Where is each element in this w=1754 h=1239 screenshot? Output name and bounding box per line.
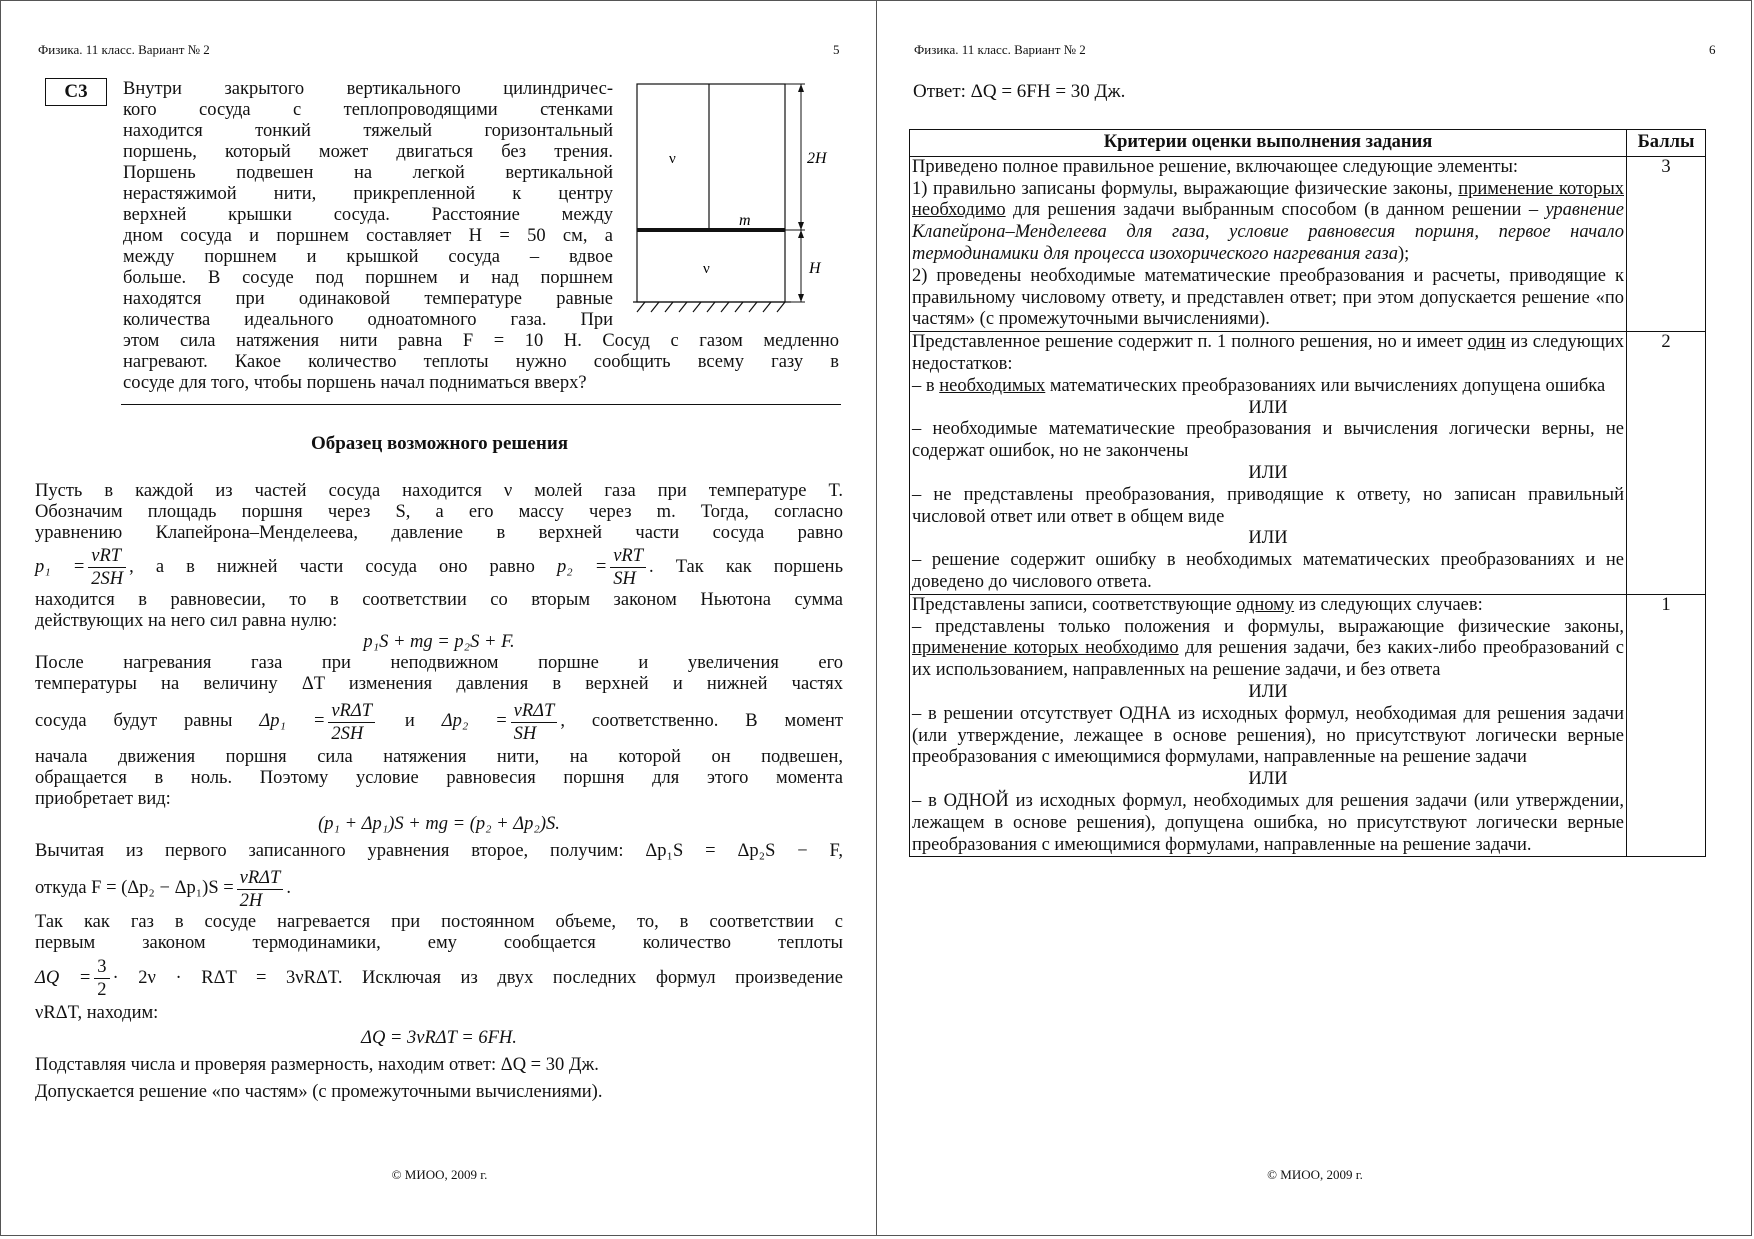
- problem-line: кого сосуда с теплопроводящими стенками: [123, 100, 613, 120]
- criteria-table: [909, 129, 1706, 857]
- solution-line-formula: p₁ = $\frac{\text{νRT}}{2SH}$ , а в нижней части сосуда оно равно p₂ = $\frac{\text{νRT}}{SH}$ . Так как поршень: [35, 546, 844, 590]
- solution-line: уравнению Клапейрона–Менделеева, давление в верхней части сосуда равно: [35, 523, 843, 543]
- label-nu-bottom: ν: [703, 261, 710, 277]
- solution-line: находится в равновесии, то в соответствии со вторым законом Ньютона сумма: [35, 590, 843, 611]
- problem-line: количества идеального одноатомного газа. При: [123, 310, 613, 330]
- right-page: [876, 0, 1752, 1236]
- score-cell: 3: [1627, 156, 1706, 331]
- problem-line: поршень, который может двигаться без трения.: [123, 142, 613, 162]
- solution-line: начала движения поршня сила натяжения нити, на которой он подвешен,: [35, 747, 843, 768]
- solution-line-formula: откуда F = (Δp₂ − Δp₁)S = $\frac{\text{νRΔT}}{2H}$ .: [35, 867, 291, 911]
- footer: © МИОО, 2009 г.: [391, 1167, 488, 1182]
- solution-body: [35, 481, 843, 1106]
- score-cell: 1: [1627, 594, 1706, 857]
- solution-line: Вычитая из первого записанного уравнения второе, получим: Δp₁S = Δp₂S − F,: [35, 841, 843, 862]
- footer: © МИОО, 2009 г.: [1267, 1167, 1363, 1182]
- solution-line: обращается в ноль. Поэтому условие равновесия поршня для этого момента: [35, 768, 843, 789]
- problem-line: нагревают. Какое количество теплоты нужно сообщить всему газу в: [123, 352, 839, 372]
- criteria-column-header: Критерии оценки выполнения задания: [910, 130, 1627, 157]
- score-cell: 2: [1627, 332, 1706, 595]
- solution-title: Образец возможного решения: [310, 433, 569, 454]
- solution-line: первым законом термодинамики, ему сообщается количество теплоты: [35, 932, 843, 953]
- cylinder-figure: [631, 81, 841, 316]
- solution-line: νRΔT, находим:: [35, 1002, 159, 1023]
- problem-line: Внутри закрытого вертикального цилиндричес-: [123, 79, 613, 99]
- solution-line: Подставляя числа и проверяя размерность, находим ответ: ΔQ = 30 Дж.: [35, 1054, 599, 1075]
- problem-divider: [121, 404, 841, 405]
- problem-line: находятся при одинаковой температуре равные: [123, 289, 613, 309]
- problem-line: нерастяжимой нити, прикрепленной к центру: [123, 184, 613, 204]
- problem-text-wide: [123, 331, 839, 394]
- problem-line: находится тонкий тяжелый горизонтальный: [123, 121, 613, 141]
- table-row: [910, 594, 1706, 857]
- task-label: С3: [45, 78, 107, 106]
- page-number: 5: [833, 42, 840, 57]
- criteria-cell: Представлены записи, соответствующие одному из следующих случаев: – представлены только положения и формулы, выражающие физические законы, применение которых необходимо для решения задачи, без каких-либо преобразований с их использованием, направленных на решение задачи, и без ответа ИЛИ – в решении отсутствует ОДНА из исходных формул, необходимая для решения задачи (или утверждение, лежащее в основе решения), но присутствуют логически верные преобразования с имеющимися формулами, направленные на решение задачи ИЛИ – в ОДНОЙ из исходных формул, необходимых для решения задачи (или утверждении, лежащем в основе решения), допущена ошибка, но присутствуют логически верные преобразования с имеющимися формулами, направленные на решение задачи.: [910, 594, 1627, 857]
- table-row: [910, 156, 1706, 331]
- header-title: Физика. 11 класс. Вариант № 2: [38, 42, 210, 57]
- solution-line-formula: ΔQ = $\frac{3}{2}$ · 2ν · RΔT = 3νRΔT. Исключая из двух последних формул произведение: [35, 956, 844, 1000]
- left-page: [0, 0, 877, 1236]
- equation-3: ΔQ = 3νRΔT = 6FH.: [361, 1027, 517, 1048]
- criteria-cell: Приведено полное правильное решение, включающее следующие элементы: 1) правильно записаны формулы, выражающие физические законы, применение которых необходимо для решения задачи выбранным способом (в данном решении – уравнение Клапейрона–Менделеева для газа, условие равновесия поршня, первое начало термодинамики для процесса изохорического нагревания газа); 2) проведены необходимые математические преобразования и расчеты, приводящие к правильному числовому ответу, и представлен ответ; при этом допускается решение «по частям» (с промежуточными вычислениями).: [910, 156, 1627, 331]
- header-title: Физика. 11 класс. Вариант № 2: [914, 42, 1086, 57]
- solution-line: Допускается решение «по частям» (с промежуточными вычислениями).: [35, 1081, 603, 1102]
- problem-line: этом сила натяжения нити равна F = 10 Н. Сосуд с газом медленно: [123, 331, 839, 351]
- problem-line: верхней крышки сосуда. Расстояние между: [123, 205, 613, 225]
- criteria-cell: Представленное решение содержит п. 1 полного решения, но и имеет один из следующих недостатков: – в необходимых математических преобразованиях или вычислениях допущена ошибка ИЛИ – необходимые математические преобразования и вычисления логически верны, не содержат ошибок, но не закончены ИЛИ – не представлены преобразования, приводящие к ответу, но записан правильный числовой ответ или ответ в общем виде ИЛИ – решение содержит ошибку в необходимых математических преобразованиях и не доведено до числового ответа.: [910, 332, 1627, 595]
- equation-2: (p₁ + Δp₁)S + mg = (p₂ + Δp₂)S.: [318, 814, 560, 835]
- solution-line: Так как газ в сосуде нагревается при постоянном объеме, то, в соответствии с: [35, 911, 843, 932]
- label-2h: 2H: [807, 150, 827, 167]
- answer: Ответ: ΔQ = 6FH = 30 Дж.: [913, 81, 1126, 102]
- solution-line: температуры на величину ΔT изменения давления в верхней и нижней частях: [35, 674, 843, 695]
- solution-line: Обозначим площадь поршня через S, а его массу через m. Тогда, согласно: [35, 502, 843, 522]
- solution-line: действующих на него сил равна нулю:: [35, 611, 338, 632]
- solution-line-formula: сосуда будут равны Δp₁ = $\frac{\text{νRΔT}}{2SH}$ и Δp₂ = $\frac{\text{νRΔT}}{SH}$ , соответственно. В момент: [35, 700, 844, 744]
- problem-line: дном сосуда и поршнем составляет H = 50 см, а: [123, 226, 613, 246]
- table-header-row: [910, 130, 1706, 157]
- problem-text: [123, 79, 613, 331]
- table-row: [910, 332, 1706, 595]
- solution-line: Пусть в каждой из частей сосуда находится ν молей газа при температуре T.: [35, 481, 843, 501]
- solution-line: приобретает вид:: [35, 789, 171, 810]
- label-m: m: [739, 212, 751, 229]
- label-nu-top: ν: [669, 151, 676, 167]
- problem-line: больше. В сосуде под поршнем и над поршнем: [123, 268, 613, 288]
- problem-line: между поршнем и крышкой сосуда – вдвое: [123, 247, 613, 267]
- equation-1: p₁S + mg = p₂S + F.: [363, 632, 515, 653]
- problem-line: сосуде для того, чтобы поршень начал подниматься вверх?: [123, 373, 587, 393]
- problem-line: Поршень подвешен на легкой вертикальной: [123, 163, 613, 183]
- label-h: H: [809, 260, 821, 277]
- solution-line: После нагревания газа при неподвижном поршне и увеличения его: [35, 653, 843, 674]
- page-number: 6: [1709, 42, 1716, 57]
- score-column-header: Баллы: [1627, 130, 1706, 157]
